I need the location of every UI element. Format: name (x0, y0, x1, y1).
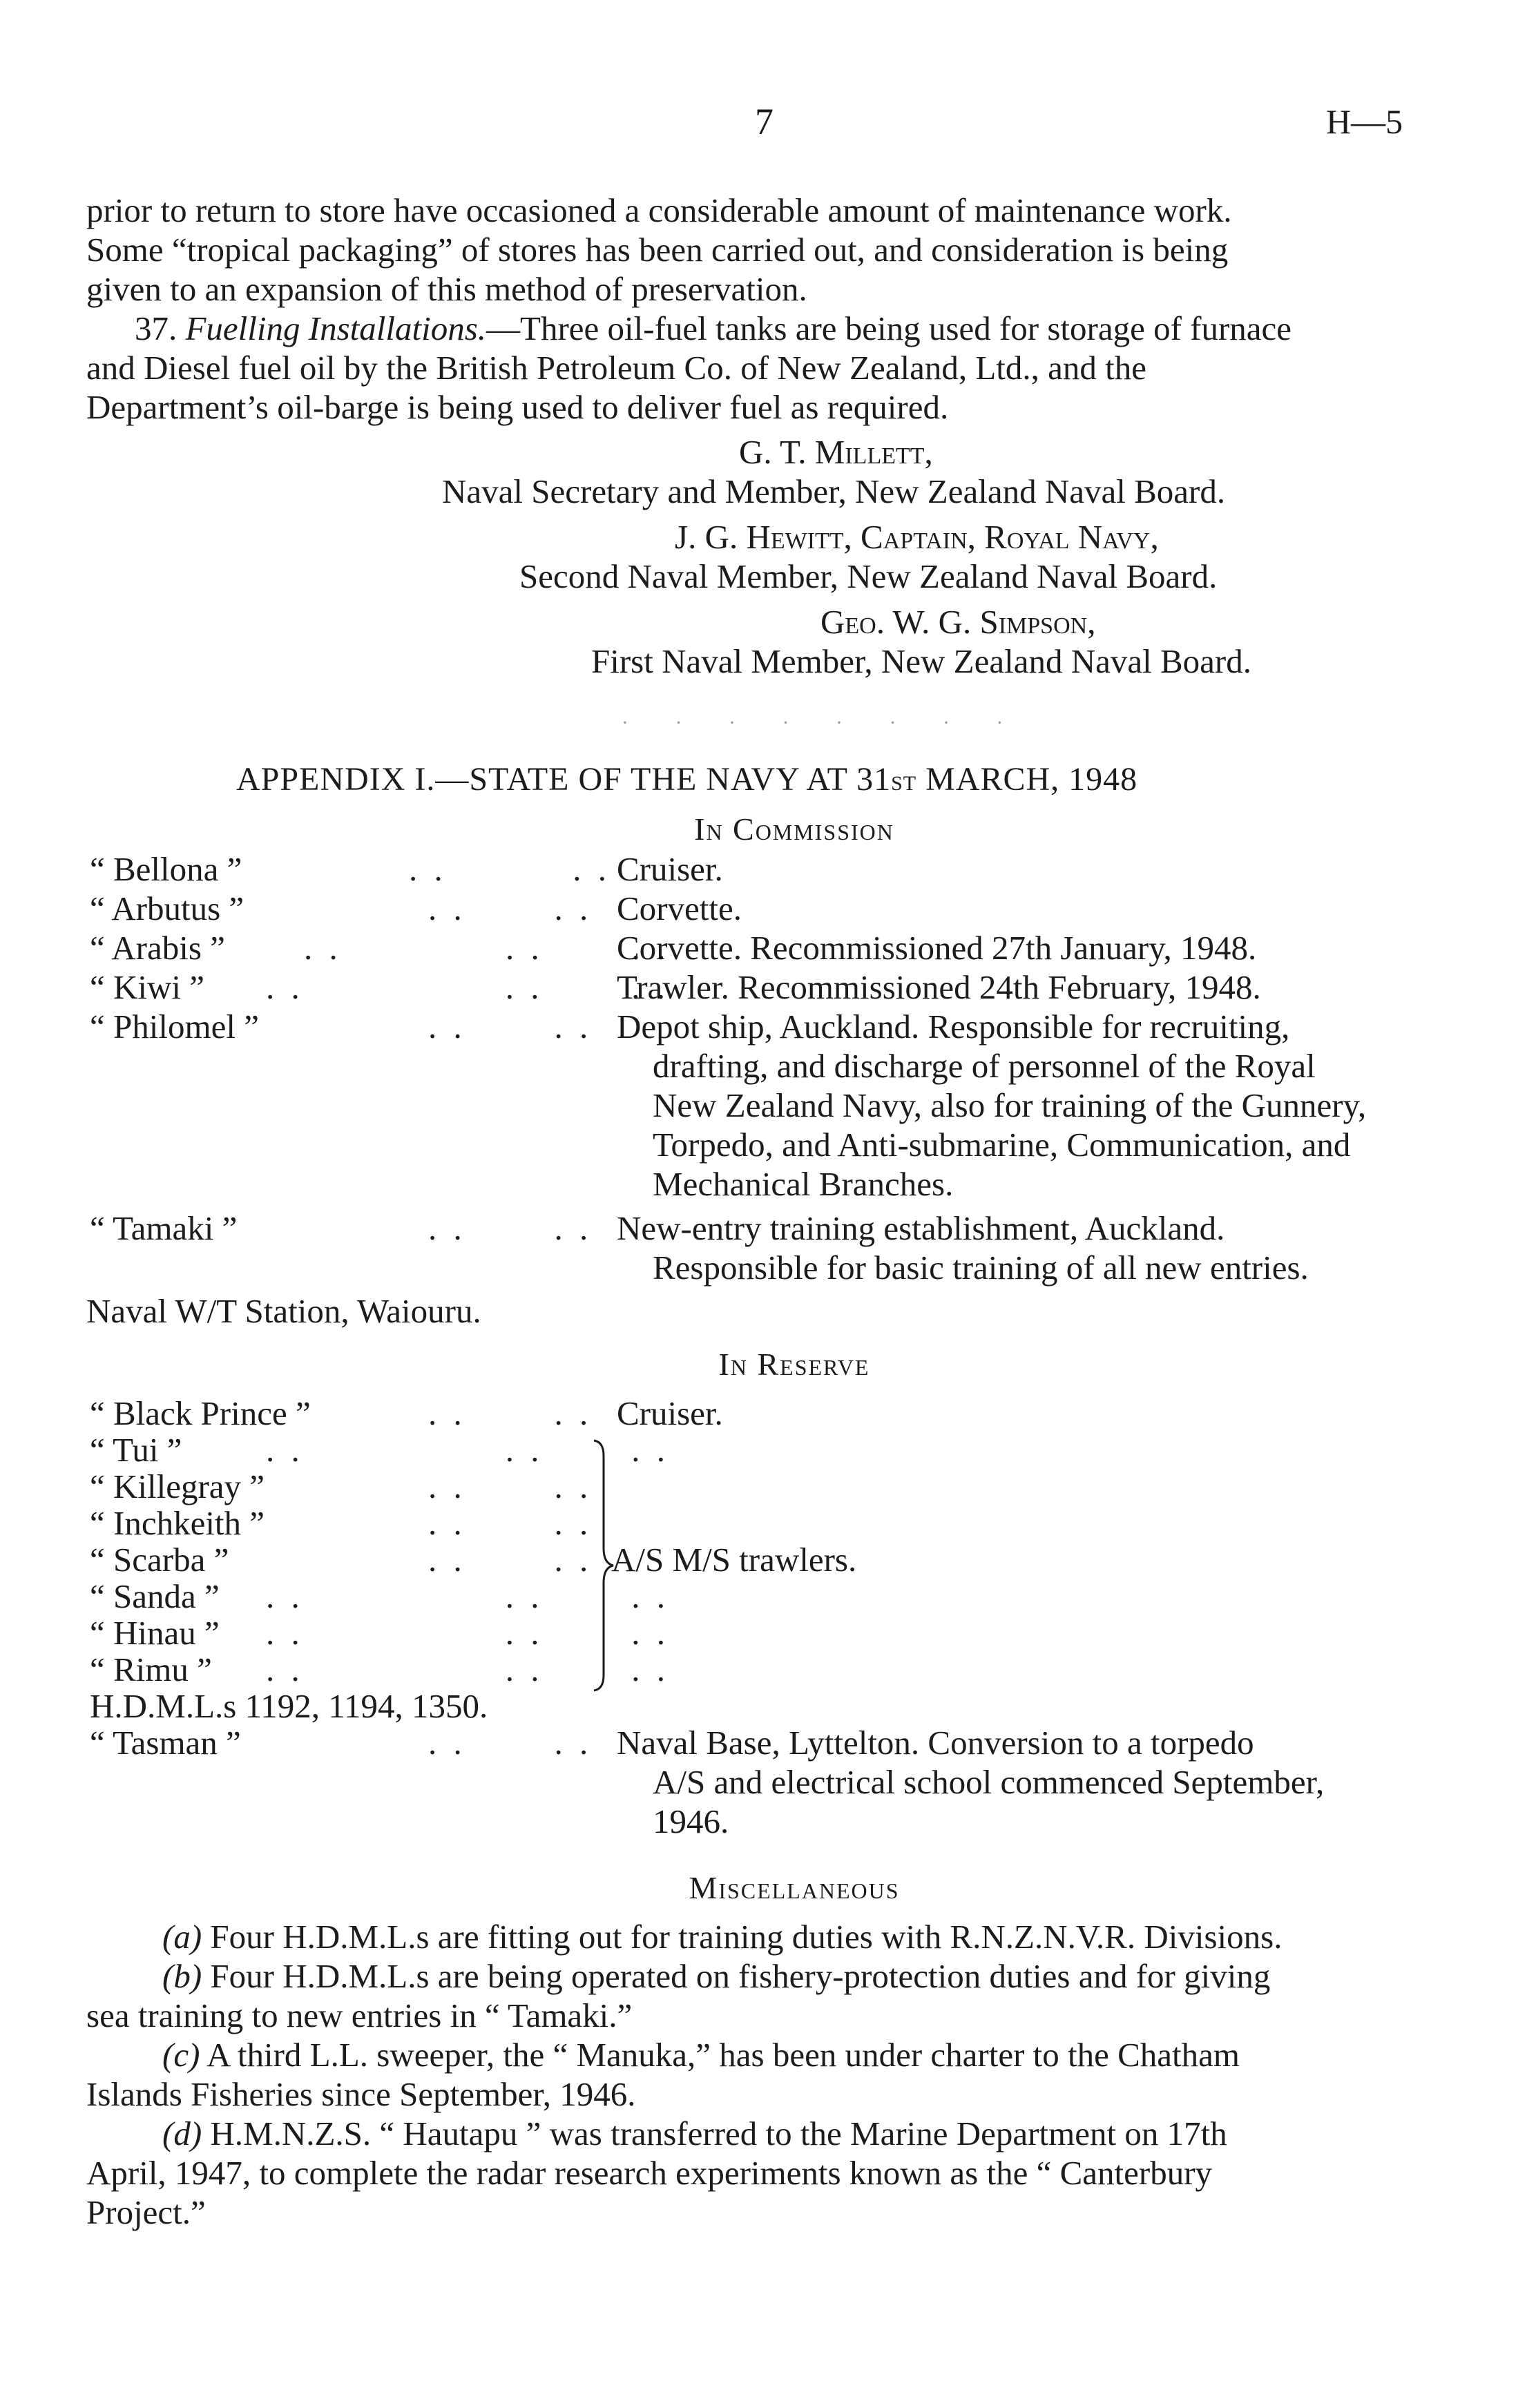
ship-desc-philomel-4: Torpedo, and Anti-submarine, Communication, and (653, 1126, 1351, 1164)
misc-c-line-2: Islands Fisheries since September, 1946. (86, 2075, 636, 2113)
signatory-2-title: Second Naval Member, New Zealand Naval Board. (519, 557, 1218, 595)
para-37-number: 37. (135, 309, 177, 347)
hdmls: H.D.M.L.s 1192, 1194, 1350. (90, 1687, 488, 1725)
intro-line-1: prior to return to store have occasioned a considerable amount of maintenance work. (86, 191, 1232, 229)
misc-c-label: (c) (162, 2036, 200, 2074)
ship-desc-tamaki-1: New-entry training establishment, Auckland. (617, 1209, 1225, 1247)
signatory-2-name (675, 517, 1159, 557)
ship-desc-tasman-1: Naval Base, Lyttelton. Conversion to a torpedo (617, 1724, 1254, 1762)
leader-dots: . . . . . . (266, 1431, 669, 1469)
trawler-sanda: “ Sanda ” (90, 1577, 220, 1615)
misc-d-text: H.M.N.Z.S. “ Hautapu ” was transferred to the Marine Department on 17th (210, 2115, 1227, 2152)
ship-desc-arbutus: Corvette. (617, 889, 742, 927)
appendix-title-main: APPENDIX I.—STATE OF THE NAVY AT 31 (236, 761, 892, 798)
intro-line-2: Some “tropical packaging” of stores has been carried out, and consideration is being (86, 231, 1229, 269)
ship-name-kiwi: “ Kiwi ” (90, 968, 204, 1006)
ship-desc-philomel-5: Mechanical Branches. (653, 1165, 954, 1203)
trawler-rimu: “ Rimu ” (90, 1650, 212, 1688)
misc-b-line-2: sea training to new entries in “ Tamaki.” (86, 1996, 633, 2034)
leader-dots: . . . . (428, 1724, 593, 1762)
ship-desc-tasman-3: 1946. (653, 1802, 729, 1840)
misc-d-label: (d) (162, 2115, 202, 2152)
ship-desc-philomel-2: drafting, and discharge of personnel of the Royal (653, 1047, 1316, 1085)
in-reserve-heading: In Reserve (718, 1347, 870, 1382)
misc-a-label: (a) (162, 1918, 202, 1956)
para-37-heading: Fuelling Installations. (185, 309, 487, 347)
trawler-inchkeith: “ Inchkeith ” (90, 1504, 265, 1542)
ship-desc-tasman-2: A/S and electrical school commenced September, (653, 1763, 1325, 1801)
ship-desc-black-prince: Cruiser. (617, 1394, 723, 1432)
waiouru-station: Naval W/T Station, Waiouru. (86, 1292, 481, 1330)
ship-name-tamaki: “ Tamaki ” (90, 1209, 238, 1247)
trawler-killegray: “ Killegray ” (90, 1467, 265, 1505)
ship-desc-philomel-3: New Zealand Navy, also for training of the Gunnery, (653, 1086, 1367, 1124)
appendix-title-sup: ST (891, 772, 917, 795)
misc-b-line-1 (162, 1956, 1461, 1996)
trawler-scarba: “ Scarba ” (90, 1541, 229, 1579)
misc-c-text: A third L.L. sweeper, the “ Manuka,” has been under charter to the Chatham (206, 2036, 1240, 2074)
ship-name-arabis: “ Arabis ” (90, 929, 225, 967)
trawler-tui: “ Tui ” (90, 1431, 182, 1469)
misc-b-label: (b) (162, 1957, 202, 1995)
miscellaneous-heading: Miscellaneous (689, 1870, 900, 1905)
ship-desc-tamaki-2: Responsible for basic training of all new entries. (653, 1249, 1309, 1287)
para-37-line-1 (135, 309, 1461, 348)
intro-line-3: given to an expansion of this method of preservation. (86, 270, 807, 308)
document-code: H—5 (1326, 102, 1403, 141)
leader-dots: . . . . . . (266, 1577, 669, 1615)
leader-dots: . . . . . . (266, 1650, 669, 1688)
trawlers-desc: A/S M/S trawlers. (611, 1541, 857, 1579)
signatory-3-name: Geo. W. G. Simpson, (820, 603, 1096, 641)
leader-dots: . . . . (428, 1504, 593, 1542)
misc-d-line-2: April, 1947, to complete the radar research experiments known as the “ Canterbury (86, 2154, 1213, 2192)
leader-dots: . . . . (428, 1209, 593, 1247)
signatory-1-name: G. T. Millett, (739, 433, 933, 471)
ship-desc-philomel-1: Depot ship, Auckland. Responsible for recruiting, (617, 1008, 1290, 1046)
leader-dots: . . . . (428, 889, 593, 927)
misc-b-text: Four H.D.M.L.s are being operated on fishery-protection duties and for giving (210, 1957, 1271, 1995)
leader-dots: . . . . (428, 1008, 593, 1046)
leader-dots: . . . . (428, 1467, 593, 1505)
misc-c-line-1 (162, 2035, 1461, 2074)
para-37-line-1-text: —Three oil-fuel tanks are being used for storage of furnace (486, 309, 1292, 347)
appendix-title-date: MARCH, 1948 (916, 761, 1138, 798)
trawler-hinau: “ Hinau ” (90, 1614, 220, 1652)
misc-d-line-3: Project.” (86, 2193, 206, 2231)
in-commission-heading: In Commission (694, 811, 894, 847)
leader-dots: . . . . . . (266, 1614, 669, 1652)
leader-dots: . . . . (428, 1541, 593, 1579)
signatory-1-title: Naval Secretary and Member, New Zealand Naval Board. (442, 472, 1226, 510)
signatory-2-name-text: J. G. Hewitt, Captain, Royal Navy, (675, 518, 1159, 556)
para-37-line-3: Department’s oil-barge is being used to deliver fuel as required. (86, 388, 949, 426)
misc-d-line-1 (162, 2114, 1461, 2153)
section-separator: · · · · · · · · (622, 711, 1024, 734)
ship-name-black-prince: “ Black Prince ” (90, 1394, 311, 1432)
para-37-line-2: and Diesel fuel oil by the British Petroleum Co. of New Zealand, Ltd., and the (86, 349, 1146, 387)
ship-name-philomel: “ Philomel ” (90, 1008, 259, 1046)
leader-dots: . . . . . . (304, 929, 670, 967)
ship-desc-bellona: Cruiser. (617, 850, 723, 888)
leader-dots: . . . . . . (266, 968, 669, 1006)
ship-name-arbutus: “ Arbutus ” (90, 889, 244, 927)
misc-a-line-1 (162, 1917, 1461, 1956)
signatory-3-title: First Naval Member, New Zealand Naval Board. (591, 642, 1251, 680)
leader-dots: . . . . (428, 1394, 593, 1432)
ship-name-bellona: “ Bellona ” (90, 850, 242, 888)
ship-desc-arabis: Corvette. Recommissioned 27th January, 1948. (617, 929, 1257, 967)
ship-desc-kiwi: Trawler. Recommissioned 24th February, 1948. (617, 968, 1261, 1006)
appendix-title (236, 760, 1137, 803)
misc-a-text: Four H.D.M.L.s are fitting out for training duties with R.N.Z.N.V.R. Divisions. (210, 1918, 1283, 1956)
leader-dots: . . . . (409, 850, 611, 888)
page-number: 7 (755, 101, 774, 142)
ship-name-tasman: “ Tasman ” (90, 1724, 241, 1762)
